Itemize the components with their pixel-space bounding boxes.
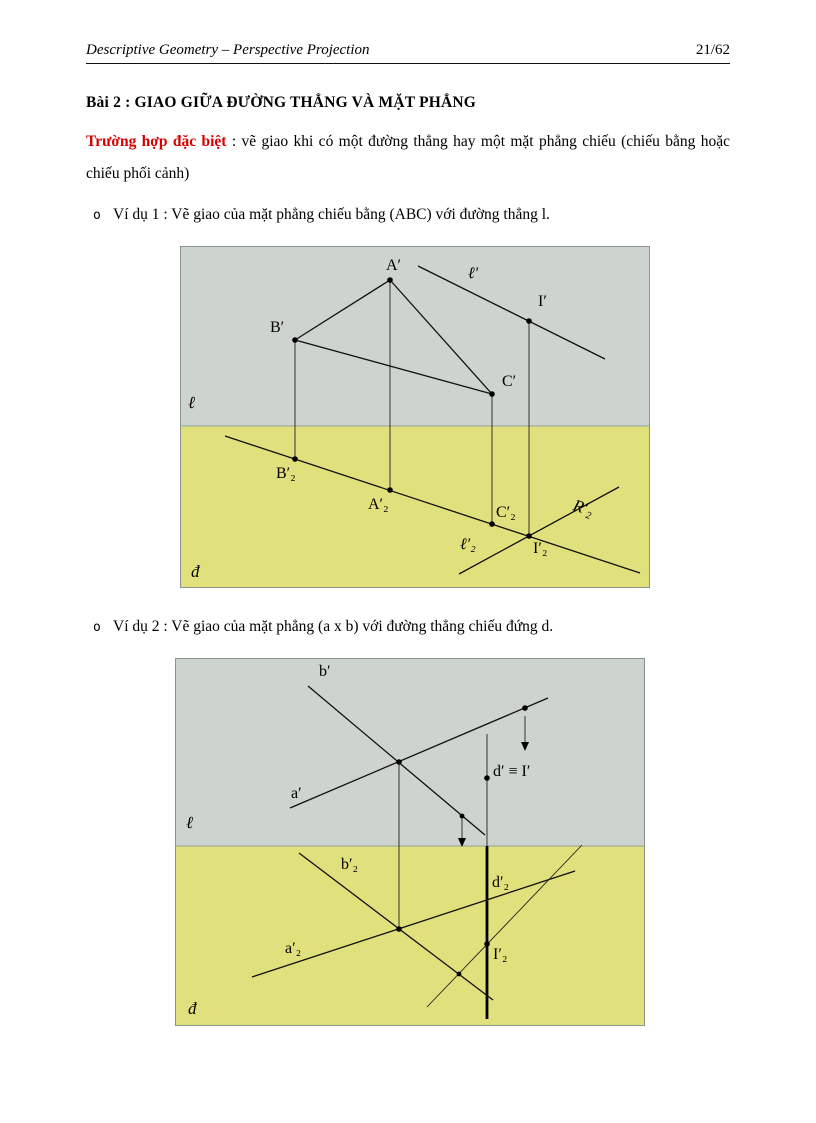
label-plane-line: ℓ <box>186 812 194 832</box>
label-a-prime: a′ <box>291 784 302 802</box>
point-on-b-prime <box>460 813 465 818</box>
point-B2 <box>292 456 298 462</box>
label-I-prime: I′ <box>538 292 547 310</box>
lesson-title: Bài 2 : GIAO GIỮA ĐƯỜNG THẲNG VÀ MẶT PHẲNG <box>86 94 477 111</box>
label-B-prime: B′ <box>270 318 285 336</box>
point-A2 <box>387 487 393 493</box>
label-A2: A′₂ <box>368 495 389 513</box>
point-ab-intersection <box>396 759 402 765</box>
page-header <box>86 42 730 64</box>
point-ab2-intersection <box>396 926 402 932</box>
point-B-prime <box>292 337 298 343</box>
label-C2: C′₂ <box>496 503 516 521</box>
point-I2 <box>484 941 490 947</box>
figure-1 <box>180 246 650 588</box>
bullet-marker: o <box>93 619 101 635</box>
label-R2-trace: R′₂ <box>570 495 596 520</box>
example-2 <box>86 618 730 636</box>
point-C2 <box>489 521 495 527</box>
point-on-b2 <box>457 971 462 976</box>
label-B2: B′₂ <box>276 464 296 482</box>
header-title: Descriptive Geometry – Perspective Projection <box>86 42 370 58</box>
label-A-prime: A′ <box>386 256 402 274</box>
figure2-ground-region <box>175 846 645 1026</box>
special-case-label: Trường hợp đặc biệt <box>86 133 227 150</box>
point-A-prime <box>387 277 393 283</box>
label-ground-line: đ <box>188 998 197 1018</box>
figure-1-canvas <box>180 246 650 588</box>
figure-2-canvas <box>175 658 645 1026</box>
label-b-prime: b′ <box>319 662 331 680</box>
figure2-picture-plane-region <box>175 658 645 846</box>
bullet-marker: o <box>93 207 101 223</box>
label-l-prime: ℓ′ <box>468 264 479 282</box>
label-d-equiv-I: d′ ≡ I′ <box>493 762 531 780</box>
point-on-a-prime <box>522 705 528 711</box>
point-I2 <box>526 533 532 539</box>
label-plane-line: ℓ <box>188 392 196 412</box>
example-1 <box>86 206 730 224</box>
label-I2: I′₂ <box>533 539 548 557</box>
label-ground-line: đ <box>191 561 200 581</box>
label-l2: ℓ′₂ <box>460 535 476 553</box>
label-C-prime: C′ <box>502 372 517 390</box>
point-C-prime <box>489 391 495 397</box>
page-number: 21/62 <box>695 42 730 58</box>
label-d2: d′₂ <box>492 873 510 891</box>
special-case-paragraph <box>86 126 730 190</box>
example-2-text: Ví dụ 2 : Vẽ giao của mặt phẳng (a x b) với đường thẳng chiếu đứng d. <box>113 617 554 635</box>
point-I-prime <box>526 318 532 324</box>
label-I2: I′₂ <box>493 945 508 963</box>
label-b2: b′₂ <box>341 855 359 873</box>
label-a2: a′₂ <box>285 939 302 957</box>
point-I-prime <box>484 775 490 781</box>
figure-2 <box>175 658 645 1026</box>
example-1-text: Ví dụ 1 : Vẽ giao của mặt phẳng chiếu bằng (ABC) với đường thẳng l. <box>113 205 550 223</box>
special-case-text: : vẽ giao khi có một đường thẳng hay một mặt phẳng chiếu (chiếu bằng hoặc chiếu phối cảnh) <box>86 133 730 182</box>
figure1-picture-plane-region <box>180 246 650 426</box>
